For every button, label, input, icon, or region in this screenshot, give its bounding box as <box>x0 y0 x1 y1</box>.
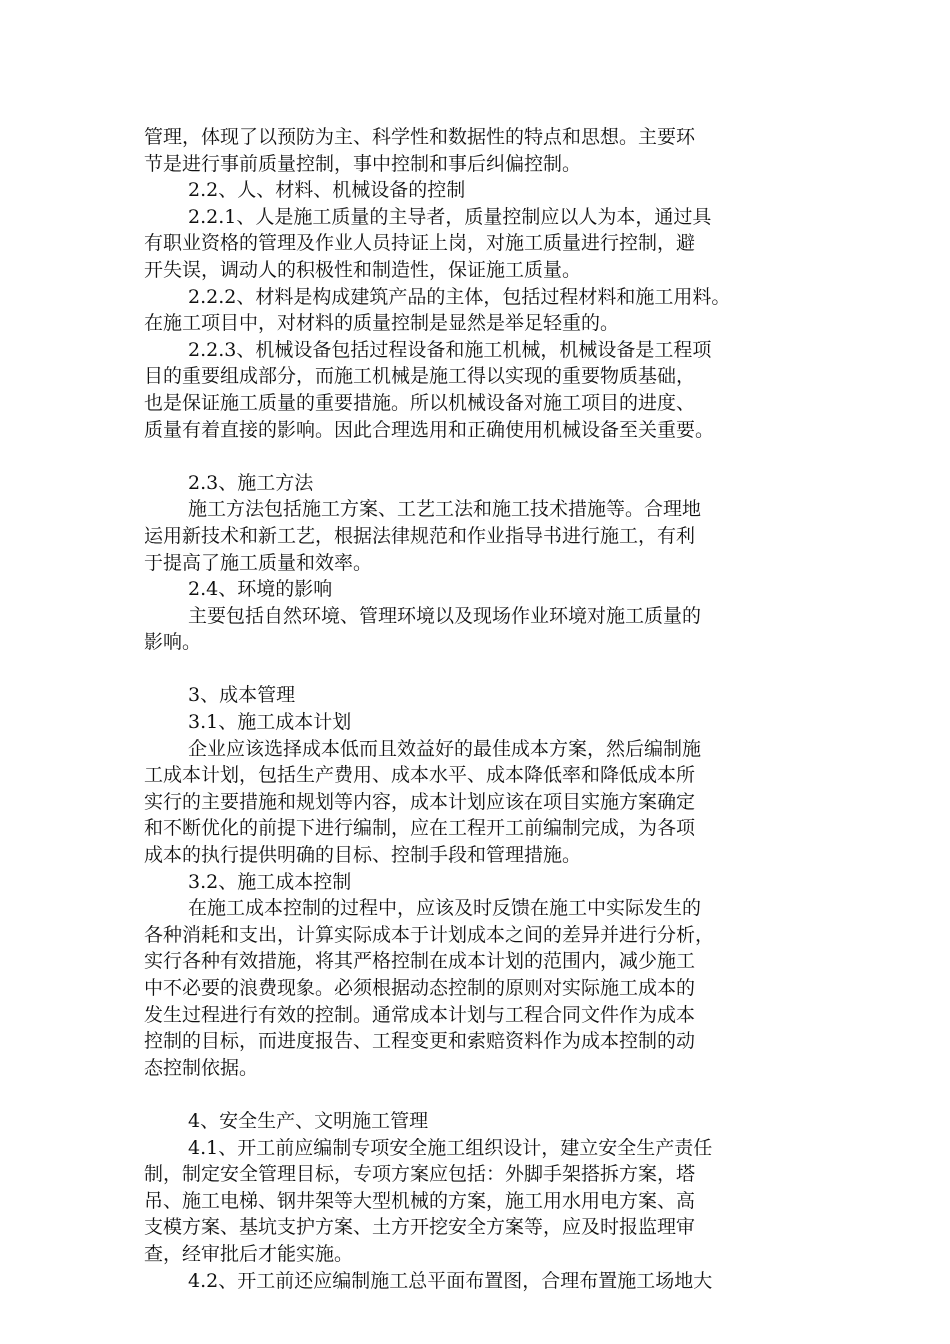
text-line: 运用新技术和新工艺，根据法律规范和作业指导书进行施工，有利 <box>144 524 696 547</box>
text-line: 影响。 <box>144 631 202 654</box>
text-line: 管理，体现了以预防为主、科学性和数据性的特点和思想。主要环 <box>144 126 696 148</box>
text-line: 2.2.3、机械设备包括过程设备和施工机械，机械设备是工程项 <box>188 338 712 361</box>
text-line: 控制的目标，而进度报告、工程变更和索赔资料作为成本控制的动 <box>144 1030 696 1053</box>
text-line: 于提高了施工质量和效率。 <box>144 551 373 574</box>
text-line: 查，经审批后才能实施。 <box>144 1242 354 1265</box>
text-line: 4.1、开工前应编制专项安全施工组织设计，建立安全生产责任 <box>188 1136 713 1159</box>
text-line: 吊、施工电梯、钢井架等大型机械的方案，施工用水用电方案、高 <box>144 1189 696 1212</box>
blank-line <box>144 443 809 470</box>
text-line: 3.1、施工成本计划 <box>188 711 352 734</box>
text-line: 支模方案、基坑支护方案、土方开挖安全方案等，应及时报监理审 <box>144 1216 696 1239</box>
text-line: 2.3、施工方法 <box>188 471 314 494</box>
text-line: 工成本计划，包括生产费用、成本水平、成本降低率和降低成本所 <box>144 764 696 787</box>
text-line: 2.2、人、材料、机械设备的控制 <box>188 179 466 202</box>
text-line: 目的重要组成部分，而施工机械是施工得以实现的重要物质基础， <box>144 365 696 388</box>
text-line: 有职业资格的管理及作业人员持证上岗，对施工质量进行控制，避 <box>144 232 696 255</box>
blank-line <box>144 656 809 683</box>
blank-line <box>144 1081 809 1108</box>
text-line: 4.2、开工前还应编制施工总平面布置图，合理布置施工场地大 <box>188 1269 713 1292</box>
text-line: 实行各种有效措施，将其严格控制在成本计划的范围内，减少施工 <box>144 950 696 973</box>
text-line: 2.2.2、材料是构成建筑产品的主体，包括过程材料和施工用料。 <box>188 285 731 308</box>
text-line: 节是进行事前质量控制，事中控制和事后纠偏控制。 <box>144 152 582 175</box>
text-line: 制，制定安全管理目标，专项方案应包括：外脚手架搭拆方案，塔 <box>144 1163 696 1186</box>
document-body <box>144 124 809 1294</box>
text-line: 态控制依据。 <box>144 1056 259 1079</box>
text-line: 4、安全生产、文明施工管理 <box>188 1109 429 1132</box>
text-line: 2.4、环境的影响 <box>188 578 333 601</box>
text-line: 也是保证施工质量的重要措施。所以机械设备对施工项目的进度、 <box>144 391 696 414</box>
text-line: 在施工成本控制的过程中，应该及时反馈在施工中实际发生的 <box>188 897 702 920</box>
text-line: 各种消耗和支出，计算实际成本于计划成本之间的差异并进行分析， <box>144 923 715 946</box>
text-line: 企业应该选择成本低而且效益好的最佳成本方案，然后编制施 <box>188 737 702 760</box>
text-line: 主要包括自然环境、管理环境以及现场作业环境对施工质量的 <box>188 604 702 627</box>
text-line: 开失误，调动人的积极性和制造性，保证施工质量。 <box>144 258 582 281</box>
text-line: 3、成本管理 <box>188 684 296 707</box>
text-line: 发生过程进行有效的控制。通常成本计划与工程合同文件作为成本 <box>144 1003 696 1026</box>
text-line: 质量有着直接的影响。因此合理选用和正确使用机械设备至关重要。 <box>144 418 715 441</box>
text-line: 2.2.1、人是施工质量的主导者，质量控制应以人为本，通过具 <box>188 205 712 228</box>
text-line: 施工方法包括施工方案、工艺工法和施工技术措施等。合理地 <box>188 498 702 521</box>
text-line: 实行的主要措施和规划等内容，成本计划应该在项目实施方案确定 <box>144 790 696 813</box>
text-line: 和不断优化的前提下进行编制，应在工程开工前编制完成，为各项 <box>144 817 696 840</box>
text-line: 在施工项目中，对材料的质量控制是显然是举足轻重的。 <box>144 312 620 335</box>
text-line: 成本的执行提供明确的目标、控制手段和管理措施。 <box>144 844 582 867</box>
text-line: 中不必要的浪费现象。必须根据动态控制的原则对实际施工成本的 <box>144 977 696 999</box>
text-line: 3.2、施工成本控制 <box>188 870 352 893</box>
